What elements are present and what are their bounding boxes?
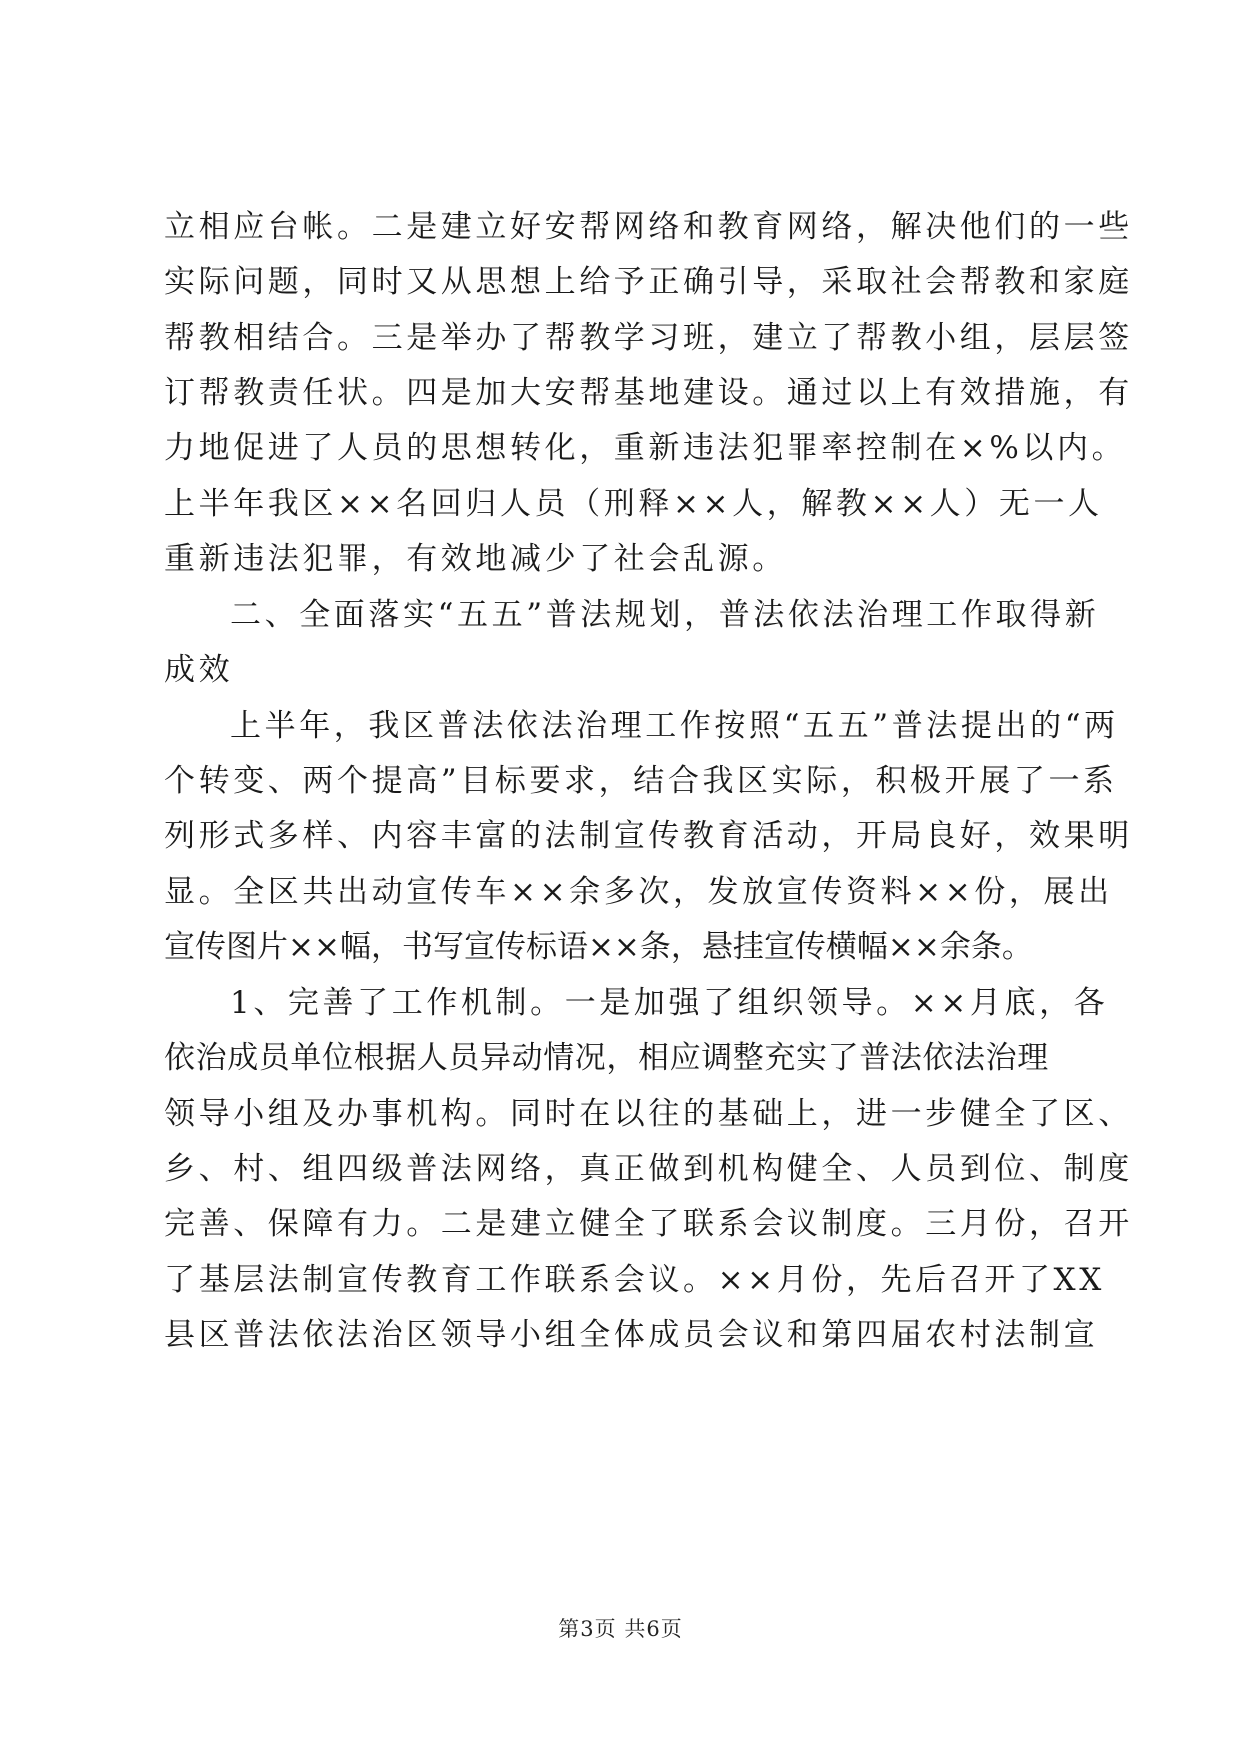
body-text-line: 力地促进了人员的思想转化，重新违法犯罪率控制在×%以内。 [164,430,1127,466]
section-heading-line: 二、全面落实“五五”普法规划，普法依法治理工作取得新 [230,597,1100,633]
body-text-line: 了基层法制宣传教育工作联系会议。××月份，先后召开了XX [164,1262,1105,1298]
body-text-line: 县区普法依法治区领导小组全体成员会议和第四届农村法制宣 [164,1317,1099,1353]
body-text-line: 立相应台帐。二是建立好安帮网络和教育网络，解决他们的一些 [164,209,1133,245]
body-text-line: 宣传图片××幅，书写宣传标语××条，悬挂宣传横幅××余条。 [164,929,1033,965]
body-text-line: 上半年我区××名回归人员（刑释××人，解教××人）无一人 [164,486,1103,522]
body-text-line: 1、完善了工作机制。一是加强了组织领导。××月底，各 [230,985,1109,1021]
body-text-line: 依治成员单位根据人员异动情况，相应调整充实了普法依法治理 [164,1040,1049,1076]
body-text-line: 领导小组及办事机构。同时在以往的基础上，进一步健全了区、 [164,1096,1133,1132]
body-text-line: 实际问题，同时又从思想上给予正确引导，采取社会帮教和家庭 [164,264,1133,300]
body-text-line: 乡、村、组四级普法网络，真正做到机构健全、人员到位、制度 [164,1151,1133,1187]
body-text-line: 列形式多样、内容丰富的法制宣传教育活动，开局良好，效果明 [164,818,1133,854]
body-text-line: 上半年，我区普法依法治理工作按照“五五”普法提出的“两 [230,708,1119,744]
body-text-line: 订帮教责任状。四是加大安帮基地建设。通过以上有效措施，有 [164,375,1133,411]
section-heading-line: 成效 [164,652,234,688]
body-text-line: 显。全区共出动宣传车××余多次，发放宣传资料××份，展出 [164,874,1113,910]
page-number-footer: 第3页 共6页 [558,1617,683,1641]
body-text-line: 完善、保障有力。二是建立健全了联系会议制度。三月份，召开 [164,1206,1133,1242]
body-text-line: 重新违法犯罪，有效地减少了社会乱源。 [164,541,787,577]
body-text-line: 帮教相结合。三是举办了帮教学习班，建立了帮教小组，层层签 [164,320,1133,356]
body-text-line: 个转变、两个提高”目标要求，结合我区实际，积极开展了一系 [164,763,1118,799]
